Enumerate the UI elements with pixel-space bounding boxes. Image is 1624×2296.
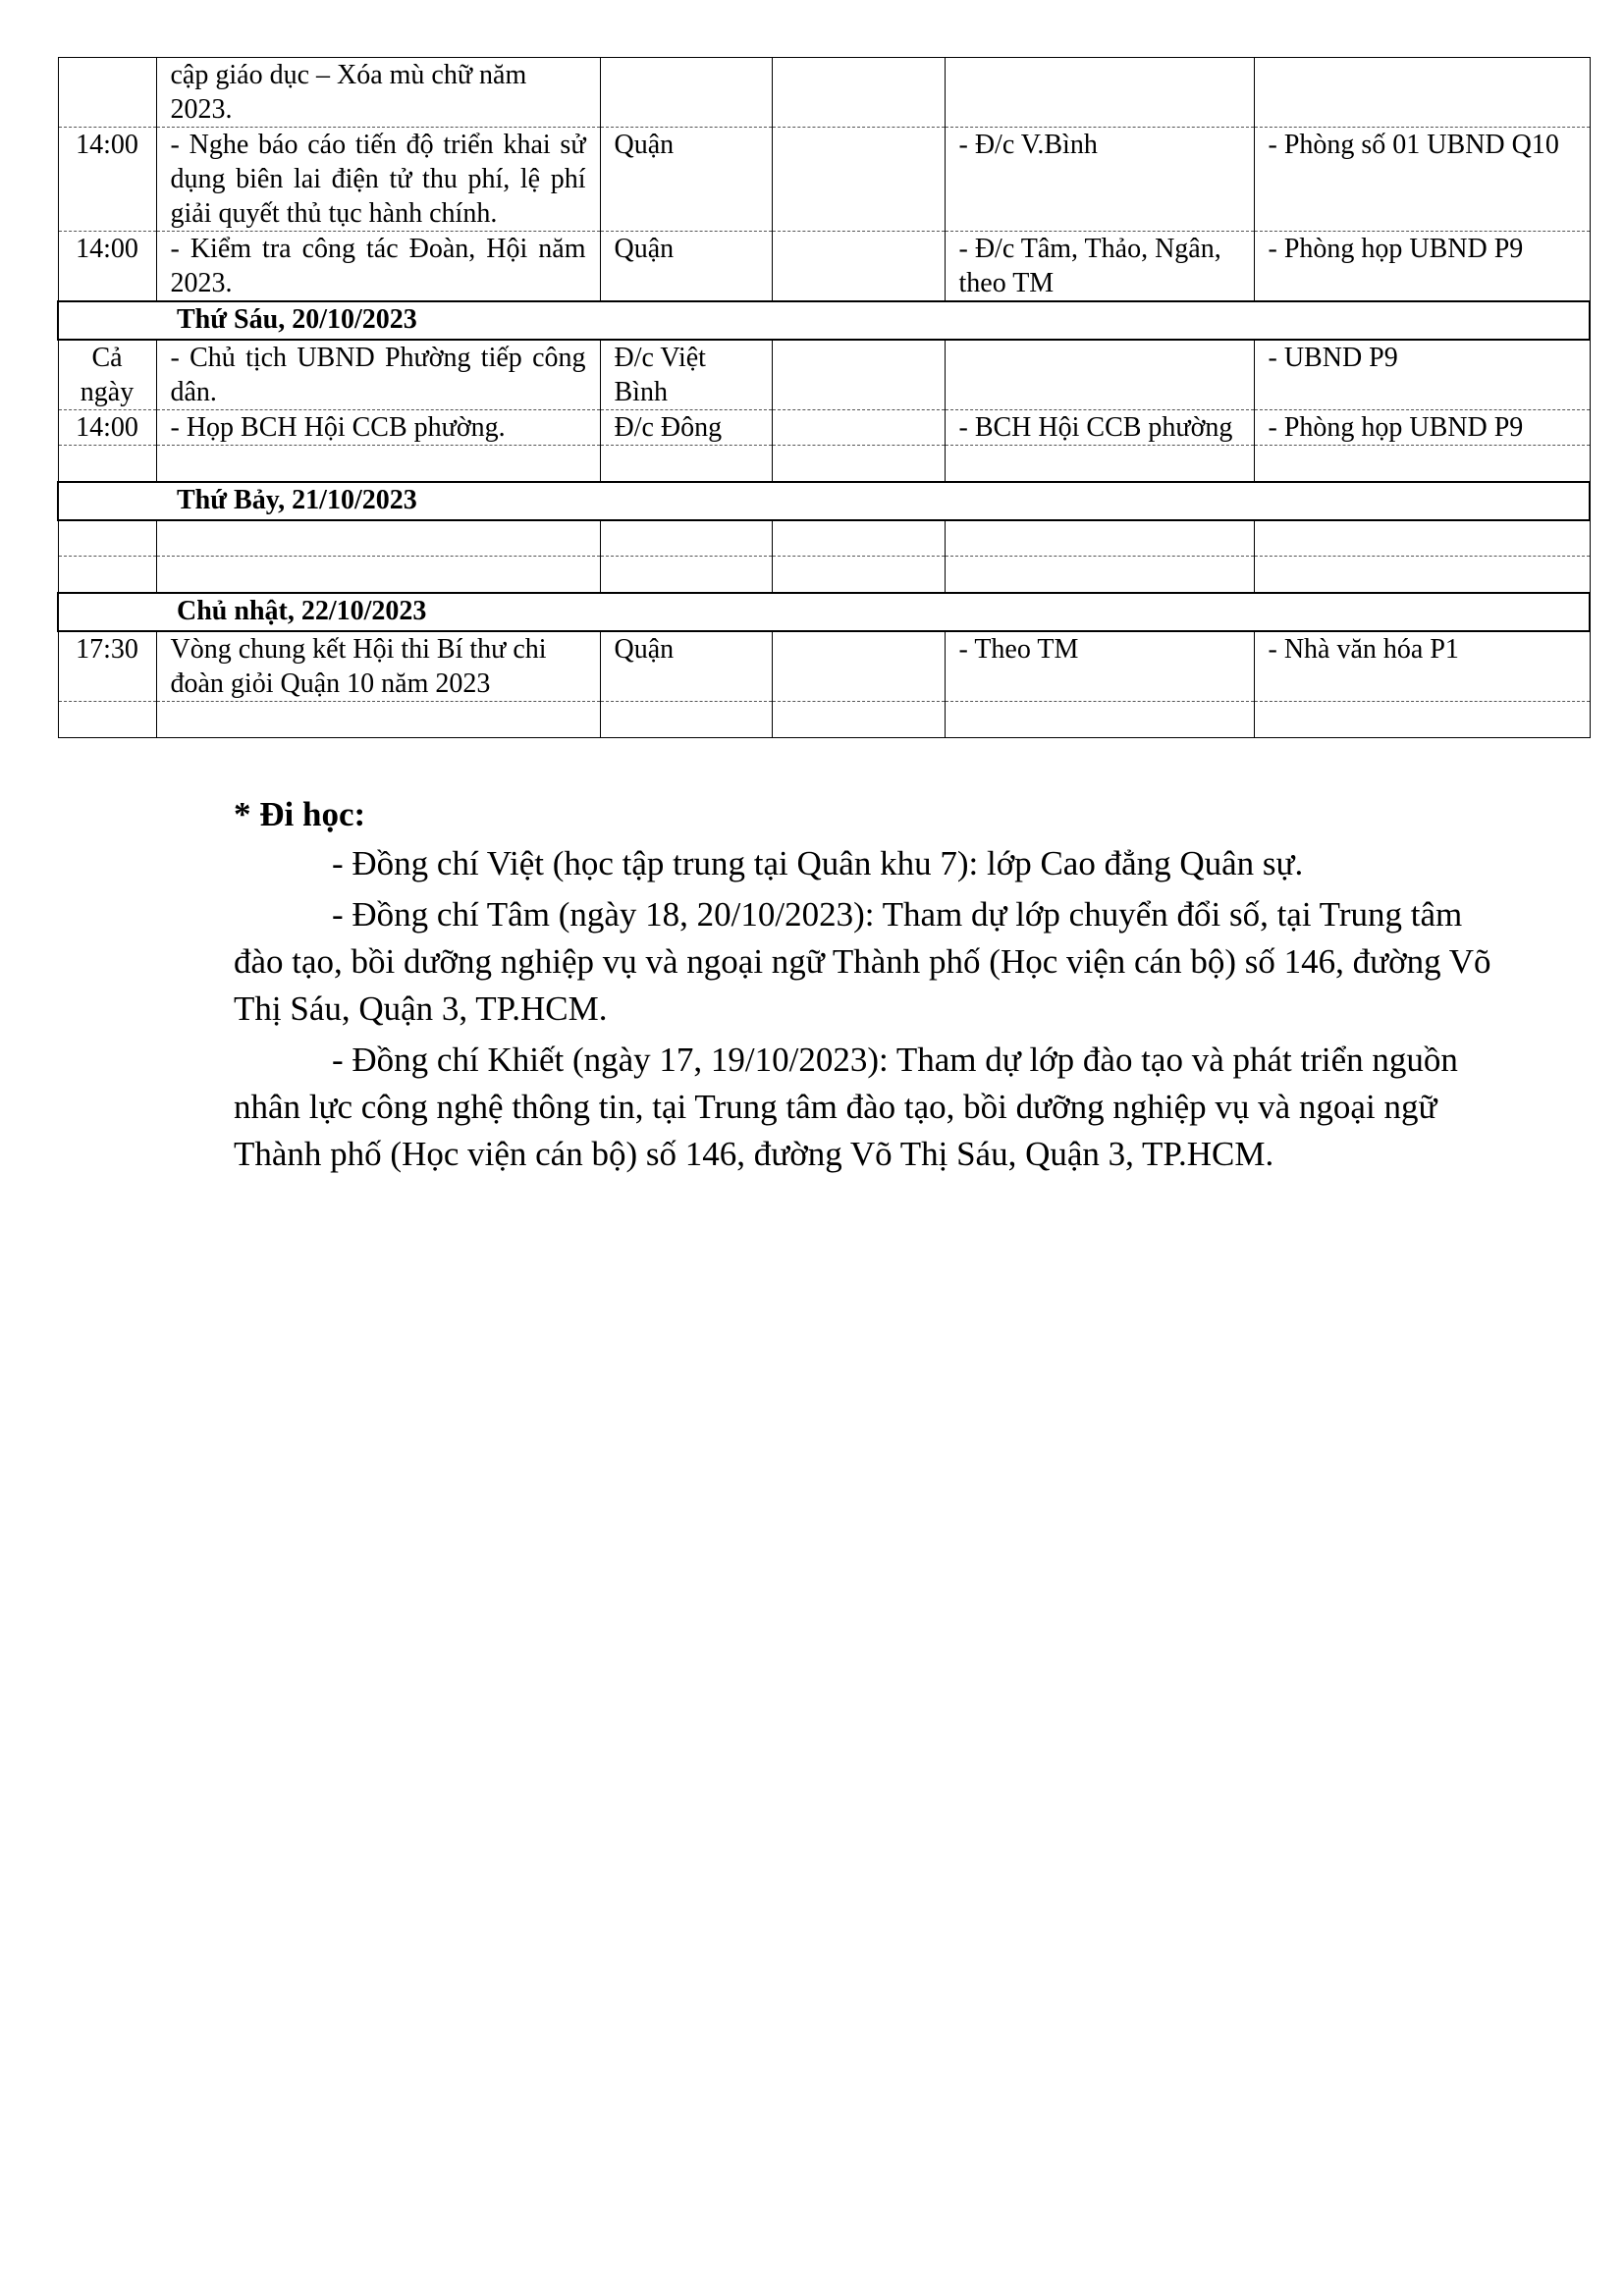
- lead-cell: [600, 557, 772, 593]
- note-item: - Đồng chí Khiết (ngày 17, 19/10/2023): Tham dự lớp đào tạo và phát triển nguồn nhân lực công nghệ thông tin, tại Trung tâm đào tạo, bồi dưỡng nghiệp vụ và ngoại ngữ Thành phố (Học viện cán bộ) số 146, đường Võ Thị Sáu, Quận 3, TP.HCM.: [234, 1041, 1458, 1173]
- participants-cell: [945, 58, 1254, 128]
- table-row: [58, 446, 1590, 482]
- table-row: [58, 631, 1590, 702]
- table-row: [58, 340, 1590, 410]
- lead-cell: [600, 520, 772, 557]
- table-row: [58, 557, 1590, 593]
- cooperate-cell: [772, 557, 945, 593]
- lead-cell: [600, 58, 772, 128]
- cooperate-cell: [772, 520, 945, 557]
- schedule-table: [57, 57, 1591, 738]
- study-notes: [234, 791, 1510, 1182]
- location-cell: [1254, 701, 1590, 737]
- note-item: - Đồng chí Việt (học tập trung tại Quân khu 7): lớp Cao đẳng Quân sự.: [332, 844, 1304, 882]
- cooperate-cell: [772, 631, 945, 702]
- participants-cell: - Theo TM: [945, 631, 1254, 702]
- location-cell: - Nhà văn hóa P1: [1254, 631, 1590, 702]
- table-row: [58, 520, 1590, 557]
- content-cell: [156, 557, 600, 593]
- cooperate-cell: [772, 128, 945, 232]
- lead-cell: [600, 701, 772, 737]
- lead-cell: Đ/c Đông: [600, 410, 772, 446]
- notes-heading: * Đi học:: [234, 795, 366, 833]
- participants-cell: [945, 340, 1254, 410]
- day-heading: Thứ Bảy, 21/10/2023: [58, 482, 1590, 520]
- content-cell: [156, 701, 600, 737]
- table-row: [58, 58, 1590, 128]
- location-cell: [1254, 557, 1590, 593]
- participants-cell: [945, 446, 1254, 482]
- content-cell: [156, 520, 600, 557]
- lead-cell: [600, 446, 772, 482]
- participants-cell: [945, 557, 1254, 593]
- table-row: [58, 410, 1590, 446]
- location-cell: [1254, 446, 1590, 482]
- time-cell: [58, 557, 156, 593]
- time-cell: 14:00: [58, 410, 156, 446]
- lead-cell: Đ/c Việt Bình: [600, 340, 772, 410]
- location-cell: - Phòng họp UBND P9: [1254, 410, 1590, 446]
- cooperate-cell: [772, 701, 945, 737]
- cooperate-cell: [772, 446, 945, 482]
- day-heading: Chủ nhật, 22/10/2023: [58, 593, 1590, 631]
- participants-cell: - BCH Hội CCB phường: [945, 410, 1254, 446]
- day-heading: Thứ Sáu, 20/10/2023: [58, 301, 1590, 340]
- location-cell: - Phòng họp UBND P9: [1254, 232, 1590, 302]
- table-row: [58, 701, 1590, 737]
- time-cell: 17:30: [58, 631, 156, 702]
- cooperate-cell: [772, 410, 945, 446]
- participants-cell: - Đ/c V.Bình: [945, 128, 1254, 232]
- location-cell: - Phòng số 01 UBND Q10: [1254, 128, 1590, 232]
- content-cell: - Kiểm tra công tác Đoàn, Hội năm 2023.: [156, 232, 600, 302]
- content-cell: cập giáo dục – Xóa mù chữ năm 2023.: [156, 58, 600, 128]
- cooperate-cell: [772, 340, 945, 410]
- content-cell: - Nghe báo cáo tiến độ triển khai sử dụng biên lai điện tử thu phí, lệ phí giải quyết thủ tục hành chính.: [156, 128, 600, 232]
- time-cell: 14:00: [58, 232, 156, 302]
- day-header-row: [58, 482, 1590, 520]
- time-cell: [58, 520, 156, 557]
- participants-cell: - Đ/c Tâm, Thảo, Ngân, theo TM: [945, 232, 1254, 302]
- content-cell: [156, 446, 600, 482]
- cooperate-cell: [772, 232, 945, 302]
- location-cell: - UBND P9: [1254, 340, 1590, 410]
- table-row: [58, 232, 1590, 302]
- time-cell: Cả ngày: [58, 340, 156, 410]
- time-cell: [58, 701, 156, 737]
- note-item: - Đồng chí Tâm (ngày 18, 20/10/2023): Tham dự lớp chuyển đổi số, tại Trung tâm đào tạo, bồi dưỡng nghiệp vụ và ngoại ngữ Thành phố (Học viện cán bộ) số 146, đường Võ Thị Sáu, Quận 3, TP.HCM.: [234, 895, 1491, 1028]
- time-cell: 14:00: [58, 128, 156, 232]
- time-cell: [58, 58, 156, 128]
- lead-cell: Quận: [600, 128, 772, 232]
- day-header-row: [58, 593, 1590, 631]
- table-row: [58, 128, 1590, 232]
- lead-cell: Quận: [600, 232, 772, 302]
- cooperate-cell: [772, 58, 945, 128]
- lead-cell: Quận: [600, 631, 772, 702]
- day-header-row: [58, 301, 1590, 340]
- location-cell: [1254, 58, 1590, 128]
- content-cell: - Họp BCH Hội CCB phường.: [156, 410, 600, 446]
- participants-cell: [945, 701, 1254, 737]
- participants-cell: [945, 520, 1254, 557]
- location-cell: [1254, 520, 1590, 557]
- content-cell: - Chủ tịch UBND Phường tiếp công dân.: [156, 340, 600, 410]
- content-cell: Vòng chung kết Hội thi Bí thư chi đoàn giỏi Quận 10 năm 2023: [156, 631, 600, 702]
- time-cell: [58, 446, 156, 482]
